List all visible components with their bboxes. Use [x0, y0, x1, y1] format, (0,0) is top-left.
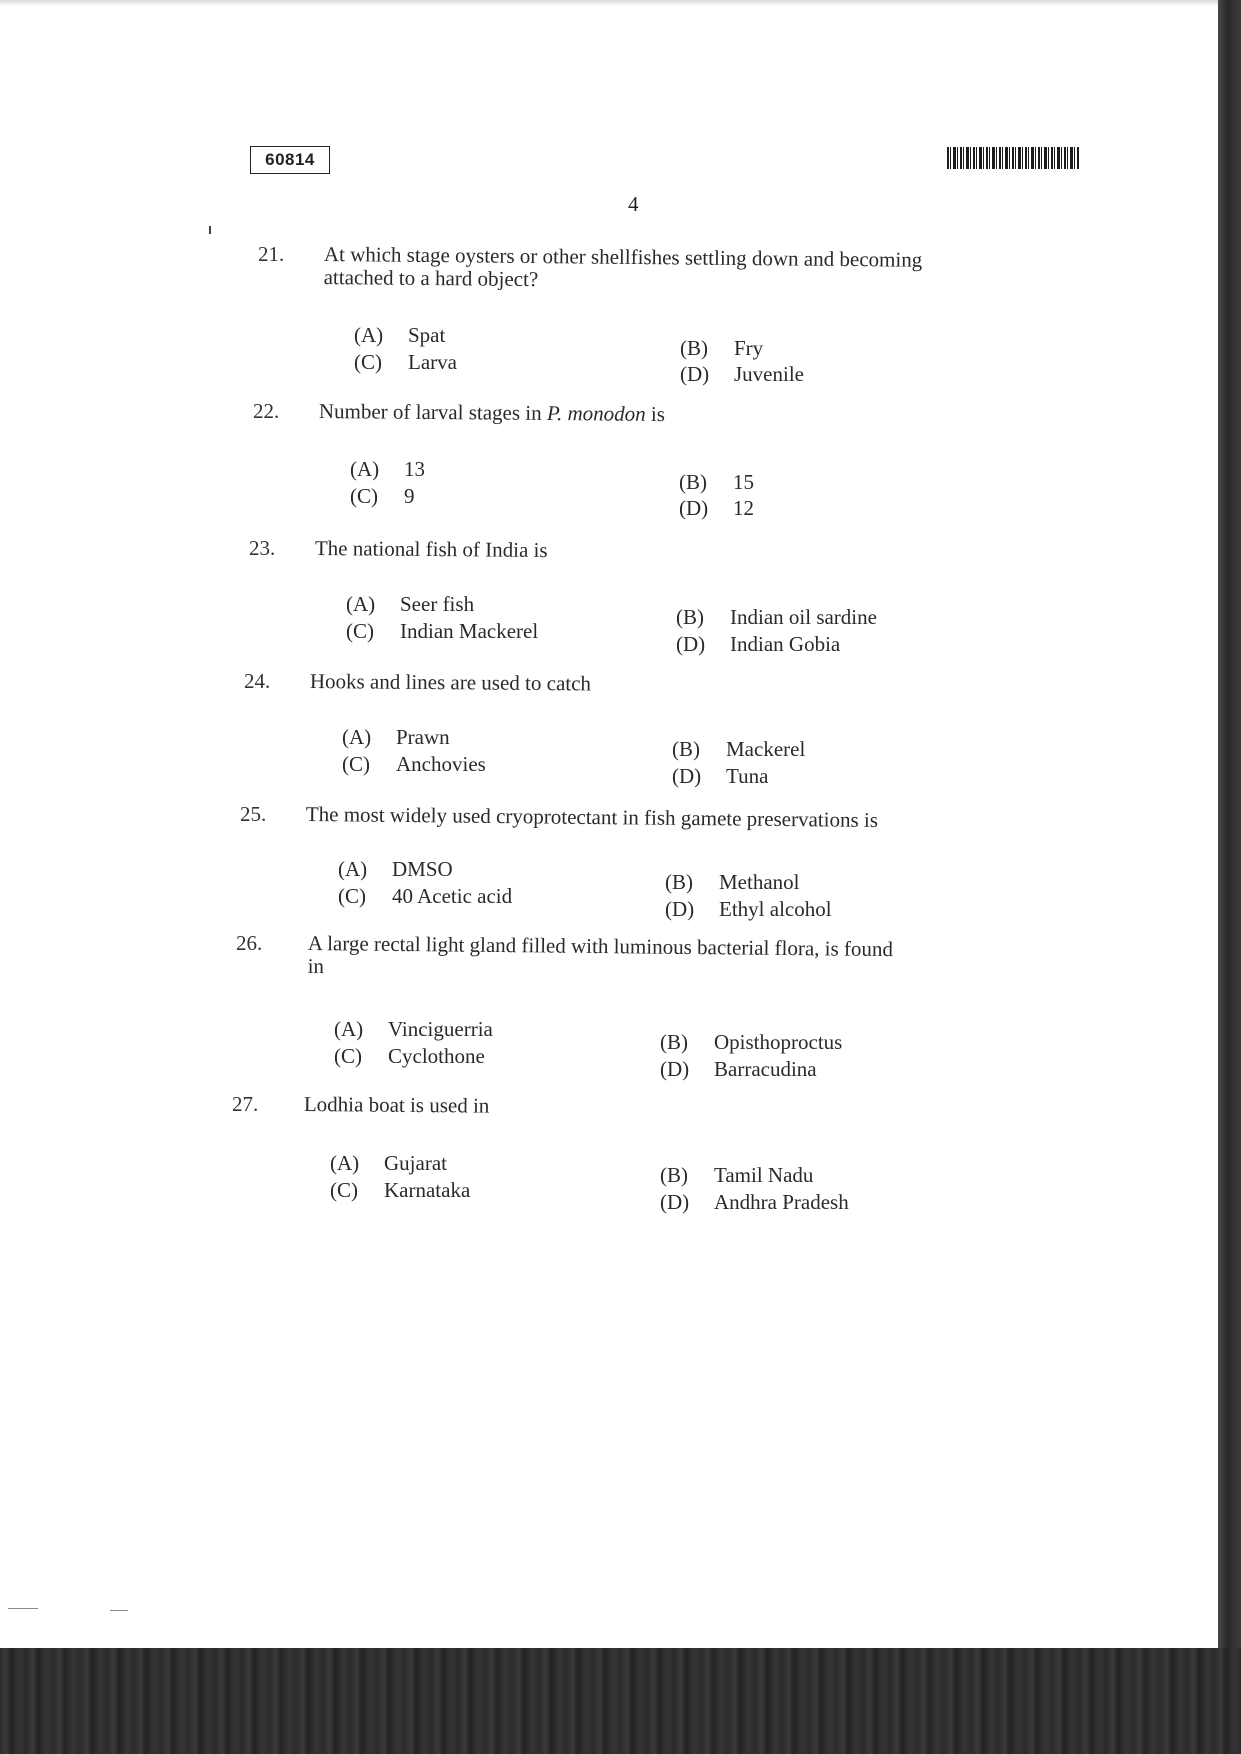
option-a[interactable]: (A) DMSO	[338, 857, 453, 881]
option-c[interactable]: (C) Karnataka	[330, 1178, 471, 1202]
option-b[interactable]: (B) 15	[679, 470, 754, 494]
option-a[interactable]: (A) Gujarat	[330, 1151, 447, 1175]
question-text: The national fish of India is	[314, 536, 548, 563]
question-number: 22.	[253, 399, 280, 423]
question-number: 23.	[249, 536, 276, 560]
question-number: 27.	[232, 1092, 259, 1116]
option-a[interactable]: (A) 13	[350, 457, 425, 481]
question-text: Number of larval stages in P. monodon is	[318, 399, 666, 427]
question-number: 25.	[240, 802, 267, 826]
question-text: The most widely used cryoprotectant in fish gamete preservations is	[305, 802, 879, 832]
scan-shadow	[0, 0, 1218, 6]
question-text: Lodhia boat is used in	[303, 1092, 490, 1118]
option-b[interactable]: (B) Mackerel	[672, 737, 806, 761]
barcode	[947, 147, 1079, 169]
question-text: Hooks and lines are used to catch	[309, 669, 592, 696]
scanner-margin-right	[1218, 0, 1241, 1754]
edge-mark	[8, 1608, 38, 1609]
option-d[interactable]: (D) Juvenile	[680, 362, 804, 386]
option-a[interactable]: (A) Prawn	[342, 725, 450, 749]
option-d[interactable]: (D) Barracudina	[660, 1057, 817, 1081]
option-c[interactable]: (C) 40 Acetic acid	[338, 884, 513, 908]
page-number: 4	[628, 192, 639, 216]
option-c[interactable]: (C) Cyclothone	[334, 1044, 485, 1068]
option-a[interactable]: (A) Seer fish	[346, 592, 475, 616]
question-number: 24.	[244, 669, 271, 693]
option-b[interactable]: (B) Opisthoproctus	[660, 1030, 843, 1054]
option-b[interactable]: (B) Tamil Nadu	[660, 1163, 814, 1187]
option-d[interactable]: (D) Andhra Pradesh	[660, 1190, 849, 1214]
option-d[interactable]: (D) Indian Gobia	[676, 632, 841, 656]
option-c[interactable]: (C) Anchovies	[342, 752, 486, 776]
option-c[interactable]: (C) Indian Mackerel	[346, 619, 539, 643]
scanner-margin-bottom	[0, 1648, 1241, 1754]
question-number: 21.	[258, 242, 285, 266]
option-d[interactable]: (D) Ethyl alcohol	[665, 897, 832, 921]
edge-mark	[110, 1610, 128, 1611]
stray-mark	[209, 226, 211, 234]
option-c[interactable]: (C) Larva	[354, 350, 457, 374]
option-d[interactable]: (D) Tuna	[672, 764, 769, 788]
option-a[interactable]: (A) Vinciguerria	[334, 1017, 493, 1041]
option-b[interactable]: (B) Methanol	[665, 870, 800, 894]
option-c[interactable]: (C) 9	[350, 484, 415, 508]
paper-code-box: 60814	[250, 146, 330, 174]
question-text: At which stage oysters or other shellfishes settling down and becoming attached to a hard object?	[323, 242, 923, 292]
option-d[interactable]: (D) 12	[679, 496, 754, 520]
option-a[interactable]: (A) Spat	[354, 323, 446, 347]
option-b[interactable]: (B) Indian oil sardine	[676, 605, 877, 629]
question-text: A large rectal light gland filled with luminous bacterial flora, is found in	[307, 931, 894, 979]
question-number: 26.	[236, 931, 263, 955]
option-b[interactable]: (B) Fry	[680, 336, 764, 360]
